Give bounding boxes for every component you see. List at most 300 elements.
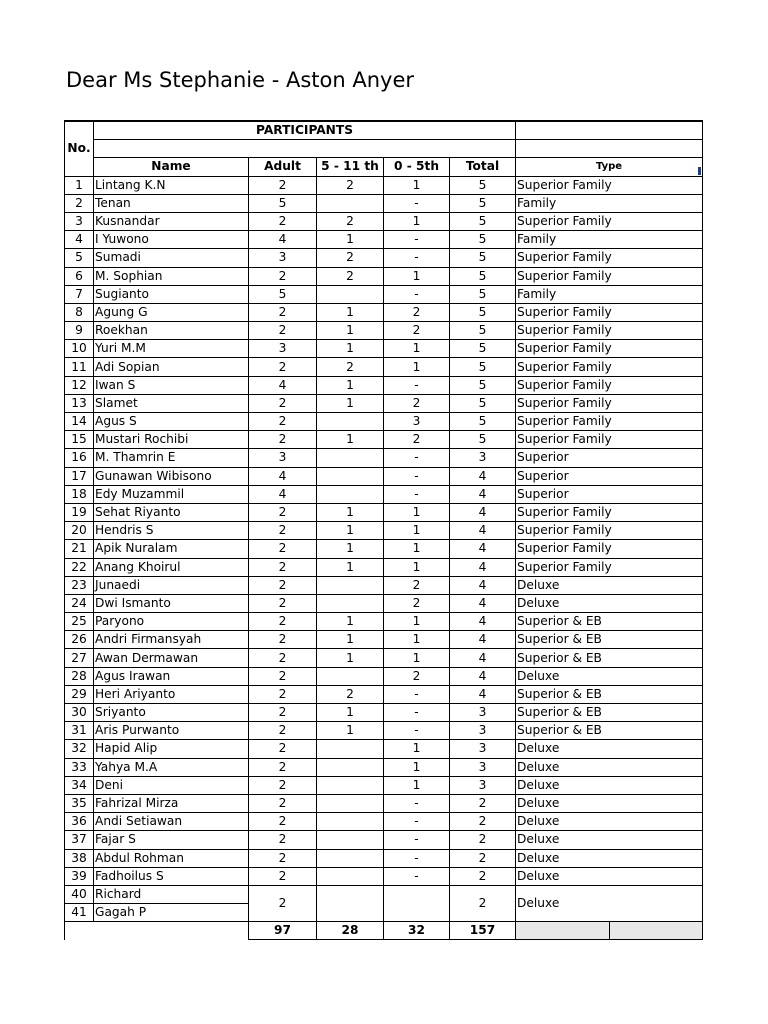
child-5-11-count	[317, 667, 384, 685]
adult-count: 2	[249, 631, 317, 649]
participant-name: Sumadi	[94, 249, 249, 267]
header-blank-right-2	[516, 140, 703, 158]
participant-name: Andri Firmansyah	[94, 631, 249, 649]
room-type: Superior & EB	[516, 722, 703, 740]
child-5-11-count	[317, 467, 384, 485]
child-0-5-count: 1	[384, 758, 450, 776]
header-total: Total	[450, 158, 516, 176]
child-5-11-count: 1	[317, 613, 384, 631]
table-row	[65, 794, 703, 812]
total-count: 4	[450, 522, 516, 540]
child-5-11-count: 1	[317, 231, 384, 249]
adult-count: 2	[249, 413, 317, 431]
child-5-11-count	[317, 831, 384, 849]
table-row	[65, 613, 703, 631]
room-type: Superior Family	[516, 267, 703, 285]
total-count: 5	[450, 413, 516, 431]
room-type: Superior Family	[516, 212, 703, 230]
child-0-5-count: 2	[384, 594, 450, 612]
child-0-5-count: -	[384, 831, 450, 849]
adult-count: 2	[249, 849, 317, 867]
participant-name: Hapid Alip	[94, 740, 249, 758]
child-0-5-count: 1	[384, 649, 450, 667]
room-type: Family	[516, 194, 703, 212]
participant-name: Gagah P	[94, 904, 249, 922]
total-count: 4	[450, 685, 516, 703]
adult-count: 2	[249, 267, 317, 285]
table-row	[65, 340, 703, 358]
adult-count: 2	[249, 831, 317, 849]
room-type: Superior & EB	[516, 704, 703, 722]
header-0-5: 0 - 5th	[384, 158, 450, 176]
child-0-5-count: -	[384, 794, 450, 812]
row-number: 40	[65, 885, 94, 903]
total-count: 5	[450, 322, 516, 340]
child-0-5-count: 1	[384, 558, 450, 576]
adult-count: 2	[249, 667, 317, 685]
table-row	[65, 267, 703, 285]
row-number: 21	[65, 540, 94, 558]
adult-count: 4	[249, 467, 317, 485]
total-count: 2	[450, 794, 516, 812]
row-number: 16	[65, 449, 94, 467]
room-type: Superior	[516, 449, 703, 467]
table-row	[65, 831, 703, 849]
total-count: 4	[450, 649, 516, 667]
row-number: 4	[65, 231, 94, 249]
adult-count: 3	[249, 340, 317, 358]
table-row	[65, 303, 703, 321]
adult-count: 3	[249, 249, 317, 267]
child-5-11-count	[317, 449, 384, 467]
room-type: Deluxe	[516, 576, 703, 594]
child-5-11-count	[317, 594, 384, 612]
participant-name: Deni	[94, 776, 249, 794]
child-0-5-count: -	[384, 249, 450, 267]
child-5-11-count	[317, 758, 384, 776]
adult-count: 2	[249, 885, 317, 921]
total-count: 4	[450, 594, 516, 612]
adult-count: 5	[249, 194, 317, 212]
row-number: 1	[65, 176, 94, 194]
total-count: 3	[450, 776, 516, 794]
adult-count: 2	[249, 613, 317, 631]
adult-count: 4	[249, 231, 317, 249]
table-row	[65, 394, 703, 412]
adult-count: 2	[249, 685, 317, 703]
child-5-11-count	[317, 776, 384, 794]
room-type: Superior Family	[516, 540, 703, 558]
adult-count: 2	[249, 303, 317, 321]
total-count: 5	[450, 285, 516, 303]
participant-name: Yuri M.M	[94, 340, 249, 358]
table-row	[65, 231, 703, 249]
table-row	[65, 376, 703, 394]
table-row	[65, 849, 703, 867]
participant-name: Sugianto	[94, 285, 249, 303]
child-0-5-count: 1	[384, 522, 450, 540]
row-number: 2	[65, 194, 94, 212]
adult-count: 2	[249, 540, 317, 558]
participant-name: Mustari Rochibi	[94, 431, 249, 449]
header-blank-right	[516, 121, 703, 140]
table-row	[65, 212, 703, 230]
table-row	[65, 522, 703, 540]
total-count: 4	[450, 558, 516, 576]
child-0-5-count: 1	[384, 503, 450, 521]
participant-name: Andi Setiawan	[94, 813, 249, 831]
table-row	[65, 867, 703, 885]
child-0-5-count: -	[384, 449, 450, 467]
room-type: Superior	[516, 485, 703, 503]
table-row	[65, 649, 703, 667]
total-count: 4	[450, 540, 516, 558]
room-type: Deluxe	[516, 813, 703, 831]
adult-count: 2	[249, 758, 317, 776]
row-number: 34	[65, 776, 94, 794]
table-row	[65, 885, 703, 903]
child-5-11-count: 1	[317, 394, 384, 412]
participant-name: Hendris S	[94, 522, 249, 540]
room-type: Superior Family	[516, 358, 703, 376]
room-type: Superior Family	[516, 558, 703, 576]
total-count: 4	[450, 613, 516, 631]
child-0-5-count: -	[384, 467, 450, 485]
total-count: 4	[450, 503, 516, 521]
child-5-11-count	[317, 413, 384, 431]
total-count: 5	[450, 249, 516, 267]
total-count: 3	[450, 449, 516, 467]
totals-shaded-cell-1	[516, 922, 610, 940]
room-type: Deluxe	[516, 831, 703, 849]
row-number: 27	[65, 649, 94, 667]
room-type: Superior Family	[516, 376, 703, 394]
child-5-11-count: 2	[317, 267, 384, 285]
total-count: 2	[450, 813, 516, 831]
row-number: 30	[65, 704, 94, 722]
participant-name: Fadhoilus S	[94, 867, 249, 885]
child-0-5-count: 2	[384, 394, 450, 412]
header-name: Name	[94, 158, 249, 176]
row-number: 36	[65, 813, 94, 831]
room-type: Superior Family	[516, 522, 703, 540]
total-count: 5	[450, 176, 516, 194]
row-number: 9	[65, 322, 94, 340]
child-5-11-count: 1	[317, 540, 384, 558]
participant-name: Dwi Ismanto	[94, 594, 249, 612]
adult-count: 2	[249, 176, 317, 194]
adult-count: 2	[249, 503, 317, 521]
table-row	[65, 558, 703, 576]
child-0-5-count: 2	[384, 303, 450, 321]
participant-name: Agus Irawan	[94, 667, 249, 685]
document-title: Dear Ms Stephanie - Aston Anyer	[66, 68, 415, 92]
header-blank-band	[94, 140, 516, 158]
participant-name: Gunawan Wibisono	[94, 467, 249, 485]
participant-name: Lintang K.N	[94, 176, 249, 194]
room-type: Superior Family	[516, 249, 703, 267]
child-5-11-count	[317, 849, 384, 867]
participant-name: Aris Purwanto	[94, 722, 249, 740]
row-number: 38	[65, 849, 94, 867]
child-5-11-count: 1	[317, 303, 384, 321]
participant-name: Richard	[94, 885, 249, 903]
row-number: 20	[65, 522, 94, 540]
row-number: 28	[65, 667, 94, 685]
participant-name: M. Thamrin E	[94, 449, 249, 467]
table-row	[65, 776, 703, 794]
child-5-11-count	[317, 794, 384, 812]
adult-count: 4	[249, 376, 317, 394]
room-type: Superior Family	[516, 503, 703, 521]
table-row	[65, 740, 703, 758]
participant-name: Tenan	[94, 194, 249, 212]
adult-count: 5	[249, 285, 317, 303]
table-row	[65, 576, 703, 594]
child-5-11-count: 2	[317, 358, 384, 376]
child-0-5-count: 1	[384, 631, 450, 649]
row-number: 23	[65, 576, 94, 594]
table-row	[65, 467, 703, 485]
child-0-5-count: 1	[384, 176, 450, 194]
participant-name: Roekhan	[94, 322, 249, 340]
child-0-5-count: 2	[384, 322, 450, 340]
participant-name: Apik Nuralam	[94, 540, 249, 558]
total-count: 5	[450, 267, 516, 285]
total-count: 3	[450, 704, 516, 722]
row-number: 31	[65, 722, 94, 740]
table-row	[65, 813, 703, 831]
table-row	[65, 758, 703, 776]
row-number: 25	[65, 613, 94, 631]
child-0-5-count: -	[384, 231, 450, 249]
table-row	[65, 358, 703, 376]
row-number: 6	[65, 267, 94, 285]
table-row	[65, 503, 703, 521]
child-0-5-count: 2	[384, 667, 450, 685]
total-count: 5	[450, 394, 516, 412]
header-row-1	[65, 121, 703, 140]
room-type: Superior Family	[516, 176, 703, 194]
participant-name: Sehat Riyanto	[94, 503, 249, 521]
child-5-11-count	[317, 867, 384, 885]
table-row	[65, 449, 703, 467]
adult-count: 2	[249, 594, 317, 612]
header-5-11: 5 - 11 th	[317, 158, 384, 176]
room-type: Superior Family	[516, 413, 703, 431]
total-count: 5	[450, 212, 516, 230]
row-number: 7	[65, 285, 94, 303]
total-count: 5	[450, 231, 516, 249]
child-5-11-count: 2	[317, 249, 384, 267]
room-type: Deluxe	[516, 776, 703, 794]
room-type: Superior	[516, 467, 703, 485]
totals-shaded-cell-2	[610, 922, 703, 940]
row-number: 11	[65, 358, 94, 376]
table-row	[65, 431, 703, 449]
table-row	[65, 285, 703, 303]
adult-count: 2	[249, 740, 317, 758]
table-row	[65, 194, 703, 212]
child-5-11-count	[317, 285, 384, 303]
participant-name: Adi Sopian	[94, 358, 249, 376]
adult-count: 2	[249, 212, 317, 230]
child-5-11-count	[317, 885, 384, 921]
child-0-5-count: -	[384, 867, 450, 885]
row-number: 3	[65, 212, 94, 230]
child-5-11-count: 1	[317, 722, 384, 740]
child-0-5-count: -	[384, 813, 450, 831]
total-adult: 97	[249, 922, 317, 940]
room-type: Deluxe	[516, 867, 703, 885]
child-5-11-count: 1	[317, 558, 384, 576]
child-0-5-count: 3	[384, 413, 450, 431]
room-type: Superior Family	[516, 340, 703, 358]
participant-name: Paryono	[94, 613, 249, 631]
room-type: Deluxe	[516, 758, 703, 776]
grand-total: 157	[450, 922, 516, 940]
total-count: 2	[450, 885, 516, 921]
total-count: 3	[450, 722, 516, 740]
row-number: 10	[65, 340, 94, 358]
adult-count: 4	[249, 485, 317, 503]
room-type: Deluxe	[516, 667, 703, 685]
row-number: 22	[65, 558, 94, 576]
child-0-5-count: 1	[384, 358, 450, 376]
total-count: 5	[450, 340, 516, 358]
adult-count: 2	[249, 776, 317, 794]
child-0-5-count: 1	[384, 776, 450, 794]
table-row	[65, 722, 703, 740]
adult-count: 2	[249, 704, 317, 722]
child-5-11-count	[317, 194, 384, 212]
total-count: 3	[450, 740, 516, 758]
participant-name: Slamet	[94, 394, 249, 412]
participant-name: Edy Muzammil	[94, 485, 249, 503]
adult-count: 2	[249, 522, 317, 540]
child-5-11-count: 2	[317, 685, 384, 703]
room-type: Superior Family	[516, 322, 703, 340]
header-adult: Adult	[249, 158, 317, 176]
child-0-5-count: -	[384, 722, 450, 740]
child-5-11-count	[317, 740, 384, 758]
participant-name: I Yuwono	[94, 231, 249, 249]
adult-count: 2	[249, 813, 317, 831]
total-count: 5	[450, 358, 516, 376]
room-type: Superior & EB	[516, 649, 703, 667]
room-type: Superior Family	[516, 394, 703, 412]
adult-count: 2	[249, 576, 317, 594]
room-type: Family	[516, 285, 703, 303]
total-count: 5	[450, 431, 516, 449]
row-number: 26	[65, 631, 94, 649]
total-count: 2	[450, 849, 516, 867]
row-number: 33	[65, 758, 94, 776]
participant-name: Kusnandar	[94, 212, 249, 230]
table-row	[65, 685, 703, 703]
child-5-11-count: 1	[317, 322, 384, 340]
adult-count: 2	[249, 794, 317, 812]
child-0-5-count: 2	[384, 431, 450, 449]
child-0-5-count: -	[384, 285, 450, 303]
participant-name: Abdul Rohman	[94, 849, 249, 867]
child-0-5-count: -	[384, 485, 450, 503]
header-row-3	[65, 158, 703, 176]
room-type: Superior & EB	[516, 685, 703, 703]
participant-name: Sriyanto	[94, 704, 249, 722]
participant-name: Yahya M.A	[94, 758, 249, 776]
row-number: 41	[65, 904, 94, 922]
total-count: 5	[450, 303, 516, 321]
child-5-11-count: 1	[317, 649, 384, 667]
participant-name: Anang Khoirul	[94, 558, 249, 576]
total-count: 5	[450, 376, 516, 394]
total-count: 3	[450, 758, 516, 776]
child-5-11-count: 1	[317, 340, 384, 358]
room-type: Deluxe	[516, 594, 703, 612]
table-row	[65, 631, 703, 649]
header-participants: PARTICIPANTS	[94, 121, 516, 140]
table-row	[65, 667, 703, 685]
row-number: 17	[65, 467, 94, 485]
header-no: No.	[65, 121, 94, 176]
adult-count: 2	[249, 322, 317, 340]
child-5-11-count	[317, 485, 384, 503]
child-0-5-count: 1	[384, 740, 450, 758]
totals-label-blank	[65, 922, 249, 940]
child-0-5-count: 2	[384, 576, 450, 594]
participant-name: Agung G	[94, 303, 249, 321]
table-row	[65, 594, 703, 612]
row-number: 18	[65, 485, 94, 503]
total-count: 4	[450, 631, 516, 649]
table-row	[65, 704, 703, 722]
child-5-11-count: 1	[317, 631, 384, 649]
total-count: 2	[450, 831, 516, 849]
adult-count: 2	[249, 867, 317, 885]
total-count: 4	[450, 467, 516, 485]
child-5-11-count: 1	[317, 522, 384, 540]
total-count: 5	[450, 194, 516, 212]
child-5-11-count: 2	[317, 212, 384, 230]
row-number: 29	[65, 685, 94, 703]
room-type: Family	[516, 231, 703, 249]
room-type: Deluxe	[516, 849, 703, 867]
participant-name: Agus S	[94, 413, 249, 431]
total-count: 4	[450, 485, 516, 503]
adult-count: 2	[249, 558, 317, 576]
adult-count: 2	[249, 358, 317, 376]
row-number: 8	[65, 303, 94, 321]
child-5-11-count	[317, 813, 384, 831]
child-0-5-count: -	[384, 194, 450, 212]
child-5-11-count: 1	[317, 431, 384, 449]
adult-count: 2	[249, 722, 317, 740]
participant-name: Junaedi	[94, 576, 249, 594]
row-number: 12	[65, 376, 94, 394]
room-type: Deluxe	[516, 794, 703, 812]
header-row-2	[65, 140, 703, 158]
child-5-11-count: 2	[317, 176, 384, 194]
child-0-5-count	[384, 885, 450, 921]
header-type: Type	[516, 158, 703, 176]
row-number: 15	[65, 431, 94, 449]
row-number: 35	[65, 794, 94, 812]
room-type: Superior Family	[516, 303, 703, 321]
participant-name: Fajar S	[94, 831, 249, 849]
child-0-5-count: -	[384, 376, 450, 394]
adult-count: 2	[249, 649, 317, 667]
